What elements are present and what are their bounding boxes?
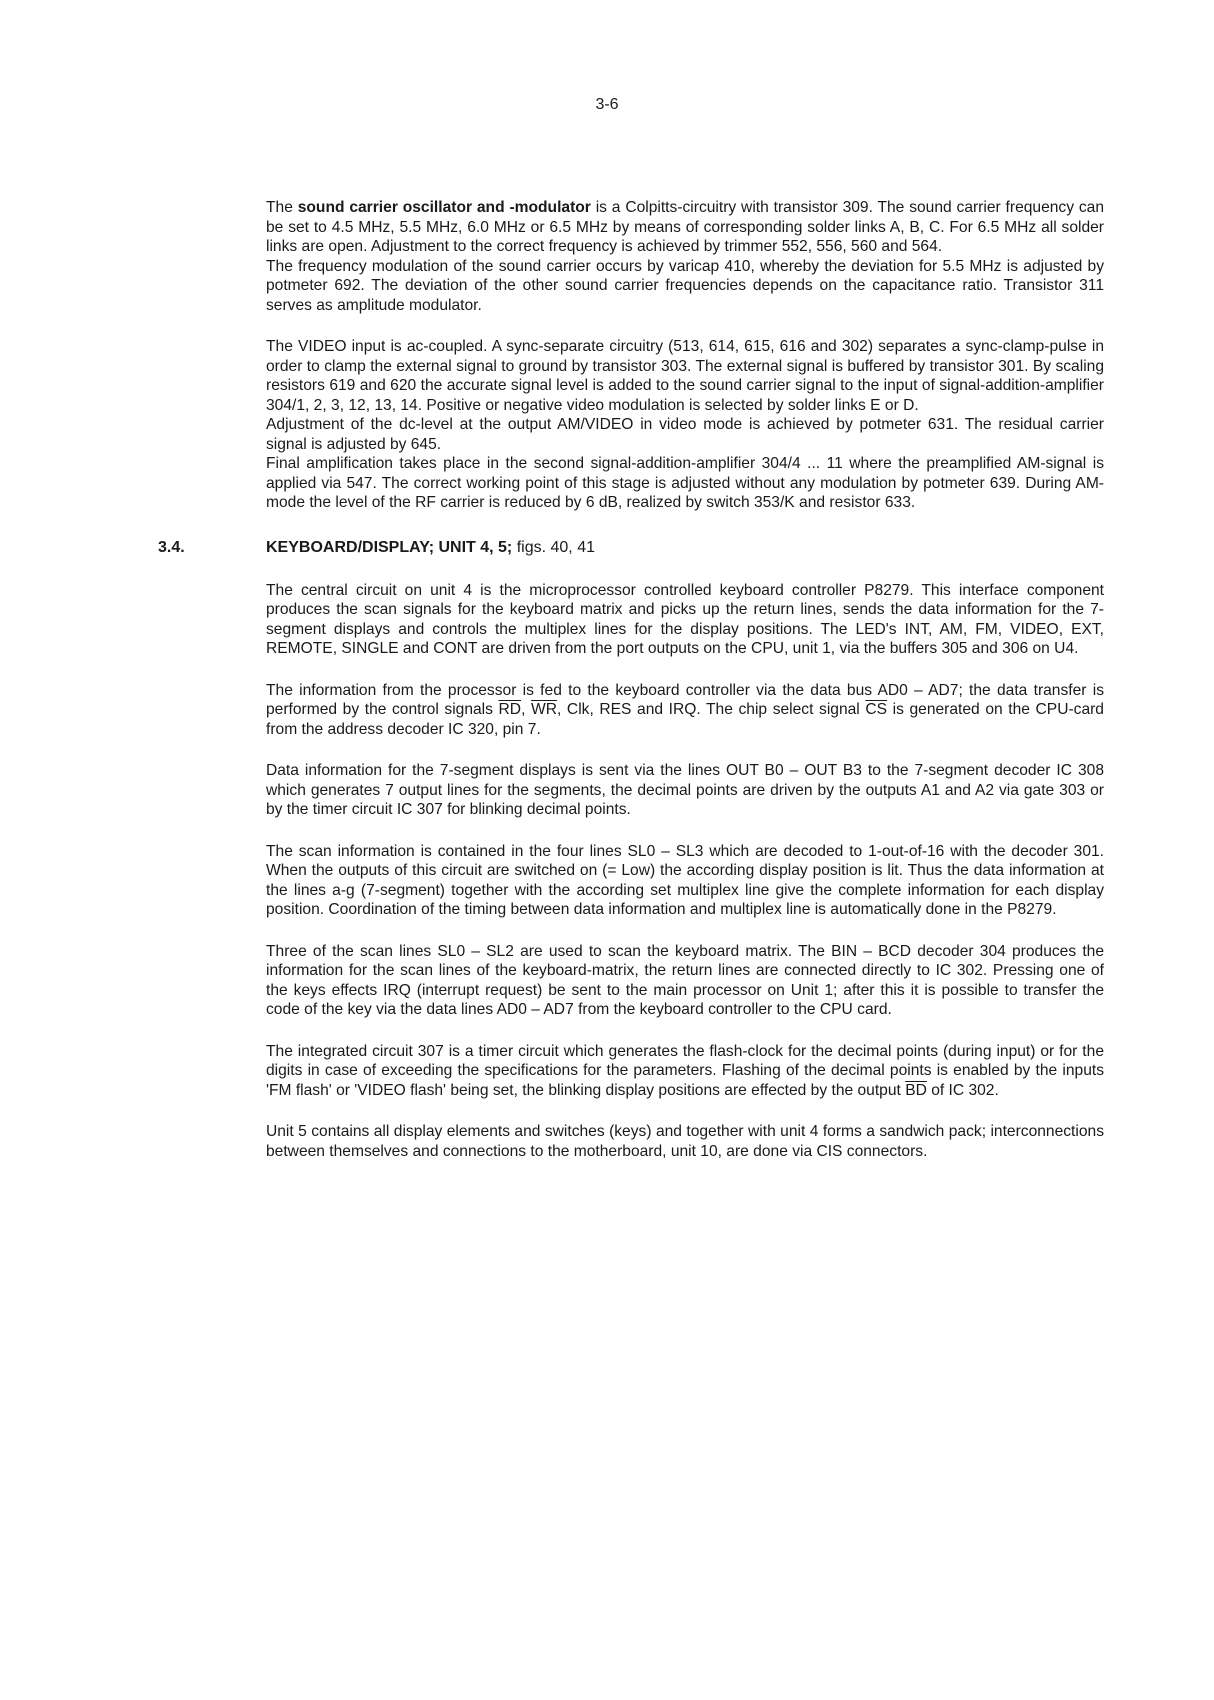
section-heading [158, 538, 1104, 557]
paragraph-gap [266, 820, 1104, 842]
paragraph-keyboard-controller: The central circuit on unit 4 is the microprocessor controlled keyboard controller P8279. This interface component produces the scan signals for the keyboard matrix and picks up the return lines, sends the data information for the 7-segment displays and controls the multiplex lines for the display positions. The LED's INT, AM, FM, VIDEO, EXT, REMOTE, SINGLE and CONT are driven from the port outputs on the CPU, unit 1, via the buffers 305 and 306 on U4. [266, 581, 1104, 657]
paragraph-text: The integrated circuit 307 is a timer circuit which generates the flash-clock for the decimal points (during input) or for the digits in case of exceeding the specifications for the parameters. Flashing of the decimal points is enabled by the inputs 'FM flash' or 'VIDEO flash' being set, the blinking display positions are effected by the output [266, 1042, 1104, 1099]
paragraph-sound-carrier-oscillator [266, 198, 1104, 257]
paragraph-final-amplification: Final amplification takes place in the second signal-addition-amplifier 304/4 ... 11 where the preamplified AM-signal is applied via 547. The correct working point of this stage is adjusted without any modulation by potmeter 639. During AM-mode the level of the RF carrier is reduced by 6 dB, realized by switch 353/K and resistor 633. [266, 455, 1104, 511]
paragraph-dc-level: Adjustment of the dc-level at the output AM/VIDEO in video mode is achieved by potmeter 631. The residual carrier signal is adjusted by 645. [266, 416, 1104, 453]
paragraph-video-input: The VIDEO input is ac-coupled. A sync-separate circuitry (513, 614, 615, 616 and 302) separates a sync-clamp-pulse in order to clamp the external signal to ground by transistor 303. The external signal is buffered by transistor 301. By scaling resistors 619 and 620 the accurate signal level is added to the sound carrier signal to the input of signal-addition-amplifier 304/1, 2, 3, 12, 13, 14. Positive or negative video modulation is selected by solder links E or D. [266, 338, 1104, 414]
paragraph-scan-information: The scan information is contained in the four lines SL0 – SL3 which are decoded to 1-out-of-16 with the decoder 301. When the outputs of this circuit are switched on (= Low) the according display position is lit. Thus the data information at the lines a-g (7-segment) together with the according set multiplex line give the complete information for each display position. Coordination of the timing between data information and multiplex line is automatically done in the P8279. [266, 842, 1104, 918]
paragraph-gap [266, 659, 1104, 681]
page-number: 3-6 [595, 96, 619, 113]
signal-wr: $\overline{WR}$ [531, 701, 557, 718]
page-body [158, 198, 1104, 1161]
paragraph-text: of IC 302. [926, 1081, 999, 1099]
paragraph-gap [266, 315, 1104, 337]
section-title [266, 539, 595, 556]
paragraph-gap [266, 920, 1104, 942]
paragraph-unit-5: Unit 5 contains all display elements and switches (keys) and together with unit 4 forms a sandwich pack; interconnections between themselves and connections to the motherboard, unit 10, are done via CIS connectors. [266, 1123, 1104, 1160]
paragraph-segment-displays: Data information for the 7-segment displays is sent via the lines OUT B0 – OUT B3 to the 7-segment decoder IC 308 which generates 7 output lines for the segments, the decimal points are driven by the outputs A1 and A2 via gate 303 or by the timer circuit IC 307 for blinking decimal points. [266, 762, 1104, 818]
signal-bd: $\overline{BD}$ [905, 1081, 927, 1099]
paragraph-scan-lines: Three of the scan lines SL0 – SL2 are used to scan the keyboard matrix. The BIN – BCD decoder 304 produces the information for the scan lines of the keyboard-matrix, the return lines are connected directly to IC 302. Pressing one of the keys effects IRQ (interrupt request) be sent to the main processor on Unit 1; after this it is possible to transfer the code of the key via the data lines AD0 – AD7 from the keyboard controller to the CPU card. [266, 942, 1104, 1018]
paragraph-gap [266, 739, 1104, 761]
paragraph-frequency-modulation: The frequency modulation of the sound carrier occurs by varicap 410, whereby the deviation for 5.5 MHz is adjusted by potmeter 692. The deviation of the other sound carrier frequencies depends on the capacitance ratio. Transistor 311 serves as amplitude modulator. [266, 257, 1104, 314]
paragraph-gap [266, 1100, 1104, 1122]
paragraph-text: , Clk, RES and IRQ. The chip select signal [557, 701, 866, 718]
section-number: 3.4. [158, 538, 185, 556]
section-title-rest: figs. 40, 41 [512, 538, 595, 556]
paragraph-text: is generated on the CPU-card from the address decoder IC 320, pin 7. [266, 701, 1104, 738]
paragraph-text: is a Colpitts-circuitry with transistor 309. The sound carrier frequency can be set to 4.5 MHz, 5.5 MHz, 6.0 MHz or 6.5 MHz by means of corresponding solder links A, B, C. For 6.5 MHz all solder links are open. Adjustment to the correct frequency is achieved by trimmer 552, 556, 560 and 564. [266, 199, 1104, 255]
paragraph-text: , [521, 701, 532, 718]
paragraph-data-bus [266, 681, 1104, 740]
paragraph-gap [266, 1020, 1104, 1042]
signal-rd: $\overline{RD}$ [498, 701, 522, 718]
paragraph-text: The information from the processor is fed to the keyboard controller via the data bus AD0 – AD7; the data transfer is performed by the control signals [266, 681, 1104, 718]
paragraph-timer-circuit [266, 1042, 1104, 1101]
paragraph-lead: The [266, 199, 298, 216]
signal-cs: $\overline{CS}$ [865, 701, 888, 718]
section-title-bold: KEYBOARD/DISPLAY; UNIT 4, 5; [266, 538, 513, 556]
bold-term: sound carrier oscillator and -modulator [297, 199, 591, 216]
